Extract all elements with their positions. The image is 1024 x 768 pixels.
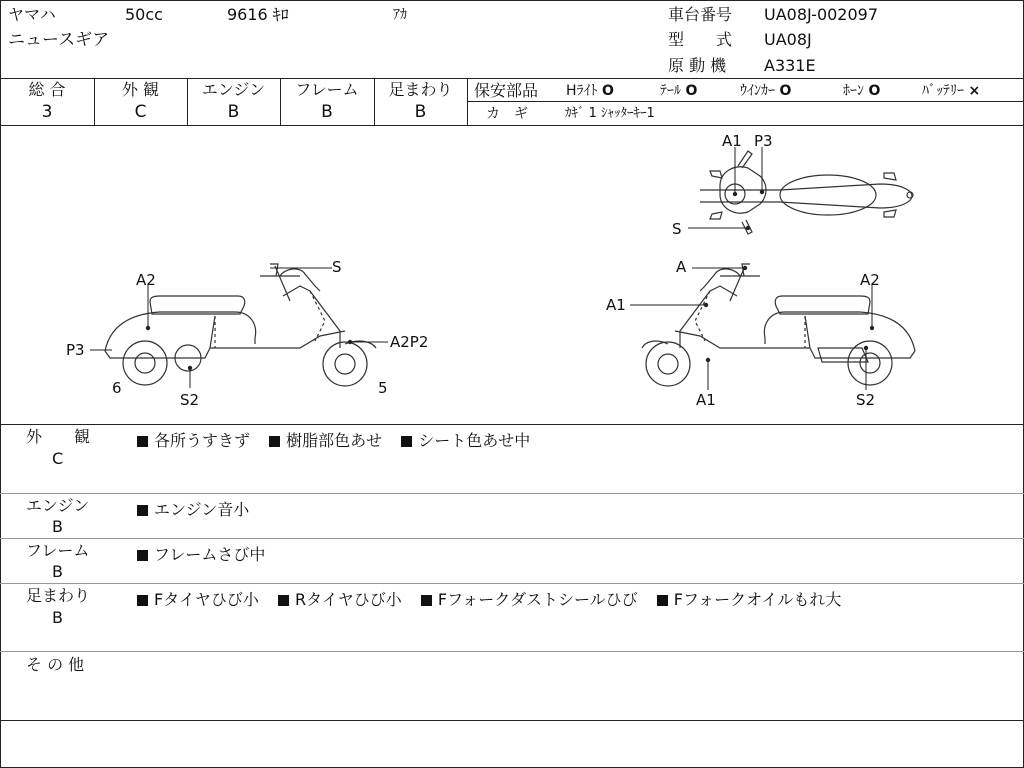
score-label-exterior: 外 観 — [121, 80, 160, 99]
score-label-frame: フレーム — [295, 80, 359, 99]
label-top-P3: P3 — [754, 132, 773, 150]
key-label: カ ギ — [486, 106, 528, 122]
score-label-suspension: 足まわり — [388, 80, 453, 99]
frame-no-label: 車台番号 — [668, 5, 733, 24]
score-suspension: B — [414, 102, 427, 122]
tail-mark: O — [685, 83, 698, 99]
headlight-mark: O — [601, 83, 614, 99]
label-left-5: 5 — [378, 379, 388, 397]
winker-mark: O — [779, 83, 792, 99]
label-right-A2: A2 — [860, 271, 880, 289]
bullet-square-icon — [269, 436, 280, 447]
score-total: 3 — [41, 102, 53, 122]
key-value: ｶｷﾞ 1 ｼｬｯﾀｰｷｰ1 — [565, 106, 655, 121]
label-left-A2P2: A2P2 — [390, 333, 429, 351]
score-label-total: 総 合 — [28, 80, 66, 99]
score-frame: B — [321, 102, 333, 122]
label-left-6: 6 — [112, 379, 122, 397]
frame-no: UA08J-002097 — [764, 5, 879, 24]
safety-item-battery: ﾊﾞｯﾃﾘｰ × — [922, 83, 981, 99]
model-name: ニュースギア — [8, 30, 110, 50]
label-top-S: S — [672, 220, 682, 238]
section-grade-frame: B — [52, 562, 63, 581]
section-grade-exterior: C — [52, 449, 64, 468]
bullet-square-icon — [137, 550, 148, 561]
score-engine: B — [227, 102, 240, 122]
label-left-A2: A2 — [136, 271, 156, 289]
bullet-square-icon — [278, 595, 289, 606]
engine-value: A331E — [764, 56, 816, 75]
frame-notes: フレームさび中 — [137, 542, 279, 565]
label-left-S: S — [332, 258, 342, 276]
bullet-square-icon — [137, 436, 148, 447]
section-title-suspension: 足まわり — [26, 586, 91, 605]
battery-mark: × — [968, 83, 981, 99]
horn-mark: O — [868, 83, 881, 99]
bullet-square-icon — [137, 595, 148, 606]
section-title-frame: フレーム — [26, 541, 90, 560]
label-right-A1-upper: A1 — [606, 296, 626, 314]
type-label: 型 式 — [668, 30, 733, 49]
label-left-S2: S2 — [180, 391, 200, 409]
engine-notes: エンジン音小 — [137, 497, 263, 520]
score-exterior: C — [134, 102, 147, 122]
top-view-scooter-drawing — [700, 151, 913, 234]
displacement: 50cc — [125, 5, 163, 24]
exterior-notes: 各所うすきず 樹脂部色あせ シート色あせ中 — [137, 428, 544, 451]
safety-item-horn: ﾎｰﾝ O — [843, 83, 881, 99]
suspension-notes: Fタイヤひび小 Rタイヤひび小 Fフォークダストシールひび Fフォークオイルもれ大 — [137, 587, 855, 610]
maker: ヤマハ — [8, 5, 56, 24]
bullet-square-icon — [137, 505, 148, 516]
safety-label: 保安部品 — [474, 81, 539, 100]
body-color: ｱｶ — [393, 7, 407, 23]
label-right-A1-lower: A1 — [696, 391, 716, 409]
section-grade-engine: B — [52, 517, 63, 536]
label-left-P3: P3 — [66, 341, 85, 359]
type-value: UA08J — [764, 30, 812, 49]
bullet-square-icon — [657, 595, 668, 606]
label-right-S2: S2 — [856, 391, 876, 409]
engine-label: 原 動 機 — [668, 56, 727, 75]
label-right-A: A — [676, 258, 687, 276]
section-title-engine: エンジン — [26, 496, 90, 515]
score-label-engine: エンジン — [201, 80, 266, 99]
label-top-A1: A1 — [722, 132, 742, 150]
damage-diagram — [0, 126, 1024, 424]
section-grade-suspension: B — [52, 608, 63, 627]
section-title-other: そ の 他 — [26, 655, 85, 674]
section-title-exterior: 外 観 — [26, 427, 91, 446]
safety-item-headlight: Hﾗｲﾄ O — [566, 83, 614, 99]
mileage: 9616 ｷﾛ — [227, 5, 289, 24]
bullet-square-icon — [421, 595, 432, 606]
safety-item-tail: ﾃｰﾙ O — [660, 83, 698, 99]
safety-item-winker: ｳｲﾝｶｰ O — [740, 83, 792, 99]
bullet-square-icon — [401, 436, 412, 447]
